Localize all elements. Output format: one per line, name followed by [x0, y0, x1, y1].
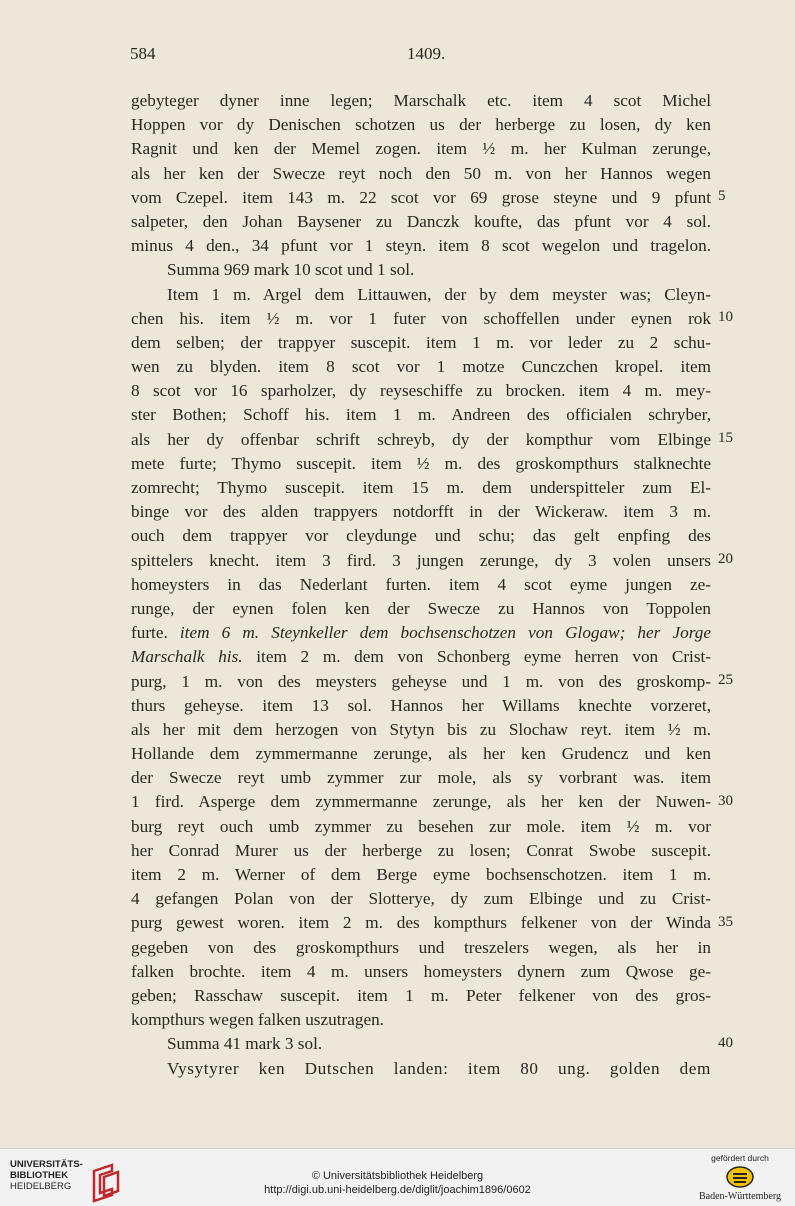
- plain-text-segment: item 2 m. dem von Schonberg eyme herren von Crist-: [242, 647, 712, 667]
- text-line: spittelers knecht. item 3 fird. 3 jungen zerunge, dy 3 volen unsers: [131, 550, 711, 570]
- text-line: chen his. item ½ m. vor 1 futer von schoffellen under eynen rok: [131, 308, 711, 328]
- line-number: 35: [718, 914, 733, 930]
- text-line: 8 scot vor 16 sparholzer, dy reyseschiffe zu brocken. item 4 m. mey-: [131, 381, 711, 401]
- text-line: Ragnit und ken der Memel zogen. item ½ m. her Kulman zerunge,: [131, 139, 711, 159]
- text-line: her Conrad Murer us der herberge zu losen; Conrat Swobe suscepit.: [131, 840, 711, 860]
- state-crest-icon: [725, 1165, 755, 1189]
- text-line: als her mit dem herzogen von Stytyn bis zu Slochaw reyt. item ½ m.: [131, 719, 711, 739]
- text-line: zomrecht; Thymo suscepit. item 15 m. dem underspitteler zum El-: [131, 478, 711, 497]
- line-number: 40: [718, 1035, 733, 1051]
- summa-line: Summa 41 mark 3 sol.: [167, 1034, 323, 1054]
- line-number: 20: [718, 551, 733, 567]
- text-line: purg, 1 m. von des meysters geheyse und 1 m. von des groskomp-: [131, 671, 711, 691]
- line-number: 15: [718, 430, 733, 446]
- library-name-line: BIBLIOTHEK: [10, 1170, 69, 1181]
- line-number: 10: [718, 309, 733, 325]
- page-header: [130, 44, 710, 66]
- body-text: [131, 89, 711, 1081]
- text-line-mixed: [131, 621, 711, 645]
- text-line: als her ken der Swecze reyt noch den 50 m. von her Hannos wegen: [131, 163, 711, 183]
- line-number: 25: [718, 672, 733, 688]
- library-name-line: HEIDELBERG: [10, 1181, 72, 1192]
- sponsor-label: gefördert durch: [711, 1153, 769, 1163]
- text-line: ouch dem trappyer vor cleydunge und schu; das gelt enpfing des: [131, 526, 711, 546]
- text-line: purg gewest woren. item 2 m. des kompthurs felkener von der Winda: [131, 913, 711, 933]
- library-name-line: UNIVERSITÄTS-: [10, 1159, 83, 1170]
- sponsor-block: [695, 1153, 785, 1202]
- text-line: binge vor des alden trappyers notdorfft in der Wickeraw. item 3 m.: [131, 502, 711, 522]
- text-line: falken brochte. item 4 m. unsers homeysters dynern zum Qwose ge-: [131, 961, 711, 981]
- text-line: homeysters in das Nederlant furten. item 4 scot eyme jungen ze-: [131, 574, 711, 594]
- text-line: kompthurs wegen falken uszutragen.: [131, 1010, 384, 1030]
- permalink-url[interactable]: http://digi.ub.uni-heidelberg.de/diglit/joachim1896/0602: [264, 1184, 531, 1196]
- running-year: 1409.: [407, 44, 446, 63]
- summa-line: Summa 969 mark 10 scot und 1 sol.: [167, 260, 415, 280]
- text-line: Vysytyrer ken Dutschen landen: item 80 ung. golden dem: [167, 1058, 711, 1078]
- library-mark-icon: [88, 1163, 122, 1203]
- text-line: 1 fird. Asperge dem zymmermanne zerunge, als her ken der Nuwen-: [131, 792, 711, 812]
- text-line: Item 1 m. Argel dem Littauwen, der by dem meyster was; Cleyn-: [167, 284, 711, 304]
- text-line: mete furte; Thymo suscepit. item ½ m. des groskompthurs stalknechte: [131, 453, 711, 473]
- text-line: vom Czepel. item 143 m. 22 scot vor 69 grose steyne und 9 pfunt: [131, 187, 711, 207]
- text-line: gegeben von des groskompthurs und treszelers wegen, als her in: [131, 937, 711, 957]
- text-line: geben; Rasschaw suscepit. item 1 m. Peter felkener von des gros-: [131, 985, 711, 1005]
- text-line: thurs geheyse. item 13 sol. Hannos her Willams knechte vorzeret,: [131, 695, 711, 715]
- plain-text-segment: furte.: [131, 623, 180, 643]
- footer-bar: [0, 1148, 795, 1206]
- sponsor-name: Baden-Württemberg: [698, 1191, 781, 1202]
- line-number: 30: [718, 793, 733, 809]
- text-line: der Swecze reyt umb zymmer zur mole, als sy vorbrant was. item: [131, 768, 711, 788]
- copyright-text: © Universitätsbibliothek Heidelberg: [311, 1170, 484, 1182]
- text-line: item 2 m. Werner of dem Berge eyme bochsenschotzen. item 1 m.: [131, 865, 711, 884]
- text-line: gebyteger dyner inne legen; Marschalk etc. item 4 scot Michel: [131, 91, 711, 110]
- italic-text-segment: item 6 m. Steynkeller dem bochsenschotzen von Glogaw; her Jorge: [179, 623, 711, 643]
- text-line: burg reyt ouch umb zymmer zu besehen zur mole. item ½ m. vor: [131, 816, 711, 836]
- text-line: wen zu blyden. item 8 scot vor 1 motze Cunczchen kropel. item: [131, 357, 711, 377]
- text-line: ster Bothen; Schoff his. item 1 m. Andreen des officialen schryber,: [131, 405, 711, 425]
- text-line: minus 4 den., 34 pfunt vor 1 steyn. item 8 scot wegelon und tragelon.: [131, 236, 711, 256]
- text-line-mixed: [131, 645, 711, 669]
- page-number: 584: [130, 44, 156, 63]
- text-line: dem selben; der trappyer suscepit. item 1 m. vor leder zu 2 schu-: [131, 332, 711, 352]
- text-line: Hollande dem zymmermanne zerunge, als her ken Grudencz und ken: [131, 744, 711, 764]
- text-line: 4 gefangen Polan von der Slotterye, dy zum Elbinge und zu Crist-: [131, 889, 711, 909]
- text-line: Hoppen vor dy Denischen schotzen us der herberge zu losen, dy ken: [131, 115, 711, 135]
- text-line: runge, der eynen folen ken der Swecze zu Hannos von Toppolen: [131, 598, 711, 618]
- italic-text-segment: Marschalk his.: [131, 647, 243, 667]
- line-number: 5: [718, 188, 726, 204]
- text-line: salpeter, den Johan Baysener zu Danczk koufte, das pfunt vor 4 sol.: [131, 211, 711, 231]
- text-line: als her dy offenbar schrift schreyb, dy der kompthur vom Elbinge: [131, 429, 711, 449]
